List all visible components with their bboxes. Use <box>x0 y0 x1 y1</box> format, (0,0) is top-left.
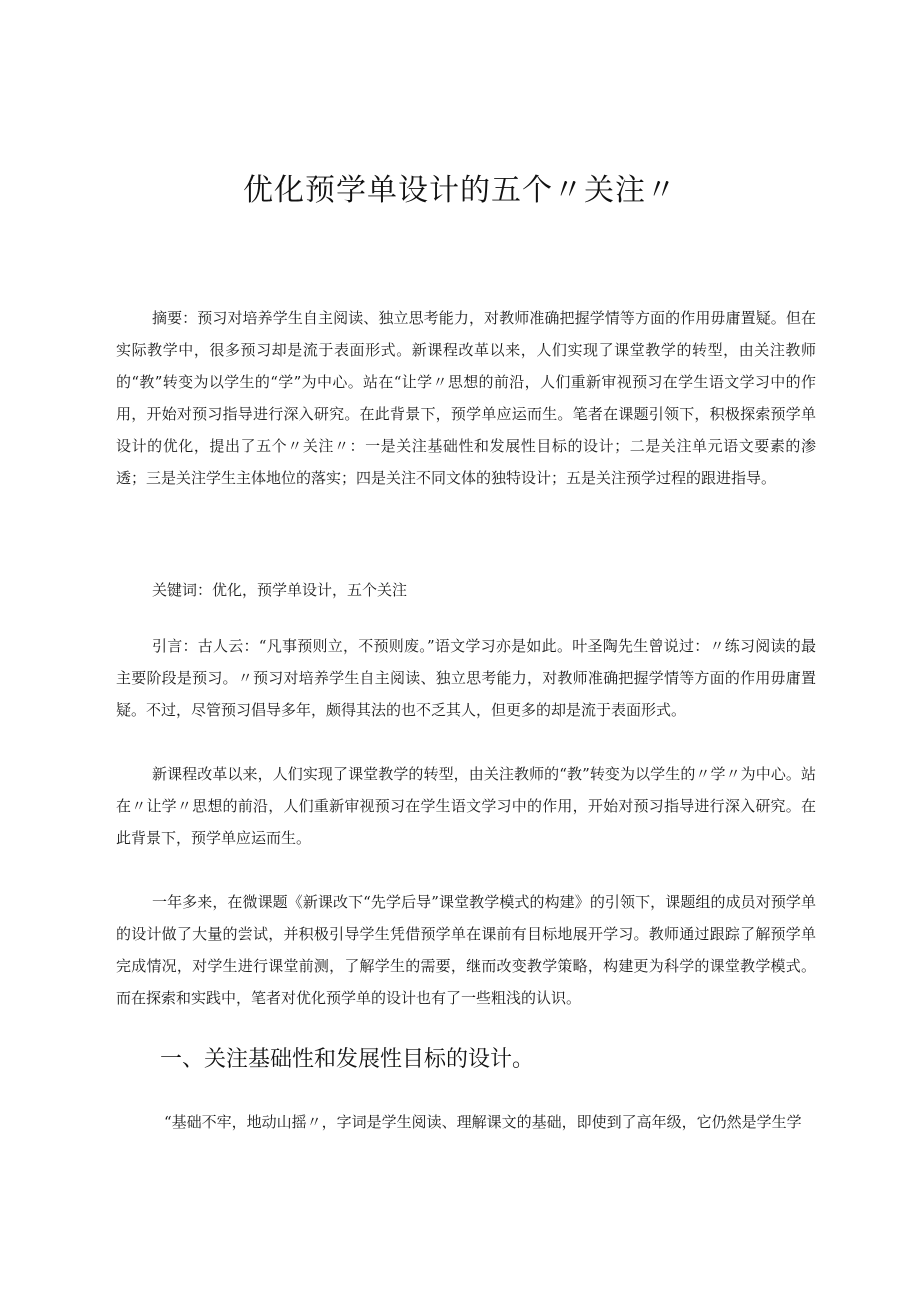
section-heading-1: 一、关注基础性和发展性目标的设计。 <box>160 1047 535 1072</box>
intro-paragraph: 引言：古人云：“凡事预则立，不预则废。”语文学习亦是如此。叶圣陶先生曾说过：〃练习阅读的最主要阶段是预习。〃预习对培养学生自主阅读、独立思考能力，对教师准确把握学情等方面的作用毋庸置疑。不过，尽管预习倡导多年，颇得其法的也不乏其人，但更多的却是流于表面形式。 <box>116 637 816 719</box>
reform-paragraph: 新课程改革以来，人们实现了课堂教学的转型，由关注教师的“教”转变为以学生的〃学〃为中心。站在〃让学〃思想的前沿，人们重新审视预习在学生语文学习中的作用，开始对预习指导进行深入研究。在此背景下，预学单应运而生。 <box>116 765 816 847</box>
document-title: 优化预学单设计的五个〃关注〃 <box>243 173 677 208</box>
abstract-paragraph: 摘要：预习对培养学生自主阅读、独立思考能力，对教师准确把握学情等方面的作用毋庸置疑。但在实际教学中，很多预习却是流于表面形式。新课程改革以来，人们实现了课堂教学的转型，由关注教师的“教”转变为以学生的“学”为中心。站在“让学〃思想的前沿，人们重新审视预习在学生语文学习中的作用，开始对预习指导进行深入研究。在此背景下，预学单应运而生。笔者在课题引领下，积极探索预学单设计的优化，提出了五个〃关注〃：一是关注基础性和发展性目标的设计；二是关注单元语文要素的渗透；三是关注学生主体地位的落实；四是关注不同文体的独特设计；五是关注预学过程的跟进指导。 <box>116 309 816 487</box>
research-paragraph: 一年多来，在微课题《新课改下“先学后导”课堂教学模式的构建》的引领下，课题组的成员对预学单的设计做了大量的尝试，并积极引导学生凭借预学单在课前有目标地展开学习。教师通过跟踪了解预学单完成情况，对学生进行课堂前测，了解学生的需要，继而改变教学策略，构建更为科学的课堂教学模式。而在探索和实践中，笔者对优化预学单的设计也有了一些粗浅的认识。 <box>116 893 816 1007</box>
section1-paragraph: “基础不牢，地动山摇〃，字词是学生阅读、理解课文的基础，即使到了高年级，它仍然是学生学 <box>164 1113 802 1131</box>
keywords-paragraph: 关键词：优化，预学单设计，五个关注 <box>152 581 408 599</box>
